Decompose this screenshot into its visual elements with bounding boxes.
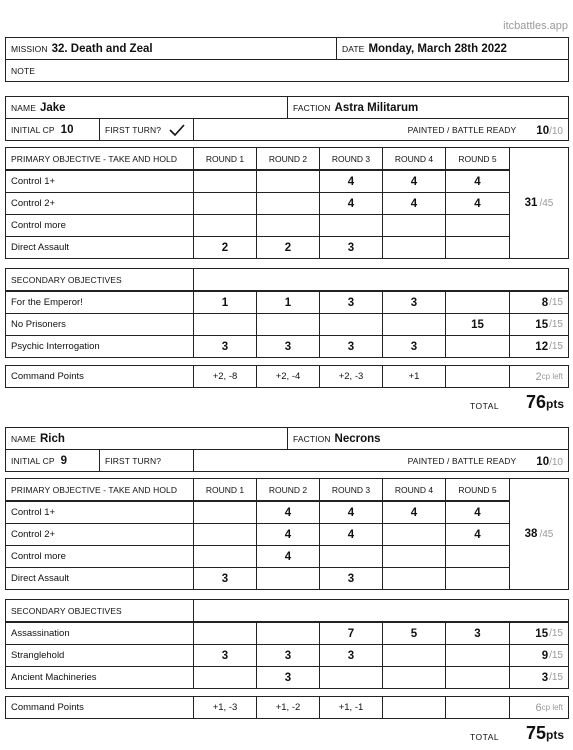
brand-label: itcbattles.app — [503, 20, 568, 32]
secondary-score-cell[interactable]: 5 — [382, 622, 446, 645]
secondary-total-max: /15 — [549, 672, 563, 683]
first-turn-field[interactable] — [99, 118, 194, 141]
command-points-cell[interactable]: +2, -8 — [193, 365, 257, 388]
round-header-2: ROUND 2 — [256, 147, 320, 170]
primary-score-cell[interactable]: 4 — [319, 523, 383, 546]
secondary-score-cell[interactable] — [256, 313, 320, 336]
secondary-score-cell[interactable]: 3 — [256, 644, 320, 667]
secondary-total-max: /15 — [549, 297, 563, 308]
primary-header-label: PRIMARY OBJECTIVE - TAKE AND HOLD — [11, 153, 178, 164]
secondary-score-cell[interactable] — [445, 335, 510, 358]
primary-row-label: Control 1+ — [5, 501, 194, 524]
cp-left-cell — [509, 696, 569, 719]
secondary-score-cell[interactable]: 3 — [193, 644, 257, 667]
total-value: 75 — [526, 723, 547, 743]
command-points-cell[interactable]: +1, -1 — [319, 696, 383, 719]
secondary-score-cell[interactable] — [193, 313, 257, 336]
initial-cp-value: 9 — [60, 454, 68, 467]
command-points-label: Command Points — [5, 365, 194, 388]
round-header-3: ROUND 3 — [319, 478, 383, 501]
primary-score-cell[interactable]: 2 — [256, 236, 320, 259]
checkmark-icon — [169, 124, 185, 136]
total-unit: pts — [546, 397, 565, 411]
secondary-total-max: /15 — [549, 650, 563, 661]
primary-score-cell[interactable]: 2 — [193, 236, 257, 259]
primary-score-cell[interactable] — [256, 170, 320, 193]
date-field[interactable] — [336, 37, 569, 60]
secondary-total-value: 15 — [535, 627, 549, 640]
secondary-total-value: 9 — [541, 649, 549, 662]
secondary-header — [5, 599, 194, 622]
primary-score-cell[interactable] — [256, 214, 320, 237]
command-points-cell[interactable]: +1 — [382, 365, 446, 388]
first-turn-field[interactable] — [99, 449, 194, 472]
primary-header — [5, 478, 194, 501]
secondary-header-label: SECONDARY OBJECTIVES — [11, 605, 122, 616]
secondary-score-cell[interactable] — [193, 666, 257, 689]
command-points-cell[interactable] — [445, 696, 510, 719]
secondary-score-cell[interactable]: 3 — [445, 622, 510, 645]
secondary-total-cell — [509, 313, 569, 336]
total-score — [526, 392, 564, 413]
command-points-cell[interactable]: +1, -2 — [256, 696, 320, 719]
primary-score-cell[interactable]: 4 — [319, 170, 383, 193]
secondary-total-max: /15 — [549, 628, 563, 639]
primary-score-cell[interactable]: 4 — [256, 523, 320, 546]
primary-score-cell[interactable]: 4 — [256, 501, 320, 524]
first-turn-label: FIRST TURN? — [105, 455, 162, 466]
primary-score-cell[interactable]: 4 — [382, 170, 446, 193]
secondary-total-cell — [509, 622, 569, 645]
initial-cp-value: 10 — [60, 123, 74, 136]
primary-score-cell[interactable] — [193, 214, 257, 237]
secondary-score-cell[interactable] — [256, 622, 320, 645]
faction-value: Astra Militarum — [334, 101, 419, 114]
round-header-5: ROUND 5 — [445, 478, 510, 501]
primary-total-value: 38 — [524, 528, 538, 540]
mission-value: 32. Death and Zeal — [51, 42, 153, 55]
secondary-header-label: SECONDARY OBJECTIVES — [11, 274, 122, 285]
primary-row-label: Control more — [5, 545, 194, 568]
secondary-row-label: Psychic Interrogation — [5, 335, 194, 358]
primary-score-cell[interactable] — [445, 567, 510, 590]
total-label: TOTAL — [470, 732, 500, 742]
secondary-score-cell[interactable] — [445, 644, 510, 667]
primary-score-cell[interactable]: 4 — [445, 170, 510, 193]
initial-cp-field[interactable] — [5, 118, 100, 141]
secondary-score-cell[interactable]: 3 — [382, 335, 446, 358]
secondary-header-blank — [193, 599, 569, 622]
painted-field[interactable] — [193, 449, 569, 472]
name-label: NAME — [11, 433, 36, 444]
primary-score-cell[interactable] — [382, 236, 446, 259]
secondary-score-cell[interactable]: 15 — [445, 313, 510, 336]
primary-score-cell[interactable]: 4 — [319, 192, 383, 215]
primary-row-label: Direct Assault — [5, 567, 194, 590]
command-points-cell[interactable] — [445, 365, 510, 388]
primary-score-cell[interactable] — [319, 545, 383, 568]
secondary-score-cell[interactable]: 3 — [319, 291, 383, 314]
player-name: Rich — [39, 432, 65, 445]
primary-score-cell[interactable] — [193, 192, 257, 215]
primary-total-value: 31 — [524, 197, 538, 209]
painted-max: /10 — [549, 125, 563, 137]
total-label: TOTAL — [470, 401, 500, 411]
round-header-1: ROUND 1 — [193, 478, 257, 501]
date-label: DATE — [342, 43, 365, 54]
mission-field[interactable] — [5, 37, 337, 60]
cp-left-unit: cp left — [541, 703, 563, 712]
secondary-score-cell[interactable] — [382, 666, 446, 689]
first-turn-label: FIRST TURN? — [105, 124, 162, 135]
note-label: NOTE — [11, 65, 36, 76]
round-header-5: ROUND 5 — [445, 147, 510, 170]
painted-field[interactable] — [193, 118, 569, 141]
primary-score-cell[interactable] — [382, 523, 446, 546]
primary-total-max: /45 — [539, 528, 554, 540]
cp-left-num: 6 — [535, 701, 542, 714]
secondary-header-blank — [193, 268, 569, 291]
player-name: Jake — [39, 101, 66, 114]
primary-score-cell[interactable] — [319, 214, 383, 237]
primary-row-label: Control more — [5, 214, 194, 237]
primary-score-cell[interactable] — [445, 545, 510, 568]
primary-score-cell[interactable] — [193, 170, 257, 193]
round-header-2: ROUND 2 — [256, 478, 320, 501]
secondary-total-max: /15 — [549, 319, 563, 330]
primary-score-cell[interactable] — [382, 567, 446, 590]
faction-field[interactable] — [287, 96, 569, 119]
primary-score-cell[interactable]: 4 — [382, 192, 446, 215]
faction-value: Necrons — [334, 432, 381, 445]
command-points-cell[interactable] — [382, 696, 446, 719]
round-header-4: ROUND 4 — [382, 147, 446, 170]
secondary-score-cell[interactable]: 1 — [256, 291, 320, 314]
primary-score-cell[interactable] — [445, 214, 510, 237]
primary-score-cell[interactable] — [445, 236, 510, 259]
secondary-row-label: Stranglehold — [5, 644, 194, 667]
primary-score-cell[interactable]: 4 — [319, 501, 383, 524]
secondary-row-label: Assassination — [5, 622, 194, 645]
primary-row-label: Direct Assault — [5, 236, 194, 259]
primary-score-cell[interactable] — [382, 545, 446, 568]
cp-left-cell — [509, 365, 569, 388]
secondary-total-max: /15 — [549, 341, 563, 352]
initial-cp-label: INITIAL CP — [11, 124, 55, 135]
secondary-score-cell[interactable] — [319, 313, 383, 336]
secondary-score-cell[interactable]: 3 — [256, 335, 320, 358]
faction-label: FACTION — [293, 102, 331, 113]
secondary-total-value: 15 — [535, 318, 549, 331]
secondary-score-cell[interactable]: 1 — [193, 291, 257, 314]
secondary-score-cell[interactable] — [382, 644, 446, 667]
cp-left-unit: cp left — [541, 372, 563, 381]
primary-score-cell[interactable]: 3 — [193, 567, 257, 590]
painted-score — [536, 121, 563, 139]
primary-score-cell[interactable] — [256, 192, 320, 215]
primary-header-label: PRIMARY OBJECTIVE - TAKE AND HOLD — [11, 484, 178, 495]
painted-value: 10 — [536, 124, 550, 137]
secondary-score-cell[interactable]: 3 — [382, 291, 446, 314]
initial-cp-field[interactable] — [5, 449, 100, 472]
secondary-score-cell[interactable]: 3 — [319, 644, 383, 667]
secondary-total-value: 8 — [541, 296, 549, 309]
total-score — [526, 723, 564, 744]
primary-score-cell[interactable]: 4 — [382, 501, 446, 524]
initial-cp-label: INITIAL CP — [11, 455, 55, 466]
command-points-cell[interactable]: +2, -3 — [319, 365, 383, 388]
player-name-field[interactable] — [5, 96, 288, 119]
primary-score-cell[interactable] — [193, 523, 257, 546]
primary-row-label: Control 2+ — [5, 523, 194, 546]
secondary-total-cell — [509, 291, 569, 314]
primary-score-cell[interactable] — [193, 545, 257, 568]
primary-score-cell[interactable] — [193, 501, 257, 524]
primary-score-cell[interactable]: 4 — [445, 523, 510, 546]
cp-left-num: 2 — [535, 370, 542, 383]
secondary-score-cell[interactable]: 3 — [193, 335, 257, 358]
secondary-total-value: 12 — [535, 340, 549, 353]
name-label: NAME — [11, 102, 36, 113]
total-unit: pts — [546, 728, 565, 742]
secondary-score-cell[interactable]: 3 — [319, 335, 383, 358]
primary-total-max: /45 — [539, 197, 554, 209]
primary-score-cell[interactable] — [256, 567, 320, 590]
round-header-1: ROUND 1 — [193, 147, 257, 170]
secondary-row-label: No Prisoners — [5, 313, 194, 336]
secondary-score-cell[interactable] — [319, 666, 383, 689]
secondary-score-cell[interactable] — [382, 313, 446, 336]
painted-score — [536, 452, 563, 470]
secondary-score-cell[interactable]: 7 — [319, 622, 383, 645]
primary-score-cell[interactable]: 4 — [445, 501, 510, 524]
secondary-row-label: Ancient Machineries — [5, 666, 194, 689]
command-points-cell[interactable]: +1, -3 — [193, 696, 257, 719]
painted-label: PAINTED / BATTLE READY — [407, 124, 517, 135]
total-value: 76 — [526, 392, 547, 412]
painted-label: PAINTED / BATTLE READY — [407, 455, 517, 466]
painted-max: /10 — [549, 456, 563, 468]
primary-score-cell[interactable]: 3 — [319, 567, 383, 590]
secondary-header — [5, 268, 194, 291]
primary-score-cell[interactable] — [382, 214, 446, 237]
primary-score-cell[interactable]: 4 — [445, 192, 510, 215]
round-header-4: ROUND 4 — [382, 478, 446, 501]
note-field[interactable] — [5, 59, 569, 82]
player-name-field[interactable] — [5, 427, 288, 450]
primary-score-cell[interactable]: 3 — [319, 236, 383, 259]
secondary-total-cell — [509, 335, 569, 358]
secondary-score-cell[interactable]: 3 — [256, 666, 320, 689]
secondary-score-cell[interactable] — [445, 666, 510, 689]
primary-score-cell[interactable]: 4 — [256, 545, 320, 568]
secondary-total-cell — [509, 666, 569, 689]
primary-total-cell — [509, 147, 569, 259]
mission-label: MISSION — [11, 43, 48, 54]
primary-total-cell — [509, 478, 569, 590]
primary-row-label: Control 1+ — [5, 170, 194, 193]
painted-value: 10 — [536, 455, 550, 468]
faction-label: FACTION — [293, 433, 331, 444]
primary-header — [5, 147, 194, 170]
secondary-total-value: 3 — [541, 671, 549, 684]
primary-row-label: Control 2+ — [5, 192, 194, 215]
date-value: Monday, March 28th 2022 — [368, 42, 507, 55]
command-points-cell[interactable]: +2, -4 — [256, 365, 320, 388]
secondary-score-cell[interactable] — [445, 291, 510, 314]
secondary-total-cell — [509, 644, 569, 667]
command-points-label: Command Points — [5, 696, 194, 719]
round-header-3: ROUND 3 — [319, 147, 383, 170]
secondary-score-cell[interactable] — [193, 622, 257, 645]
secondary-row-label: For the Emperor! — [5, 291, 194, 314]
faction-field[interactable] — [287, 427, 569, 450]
